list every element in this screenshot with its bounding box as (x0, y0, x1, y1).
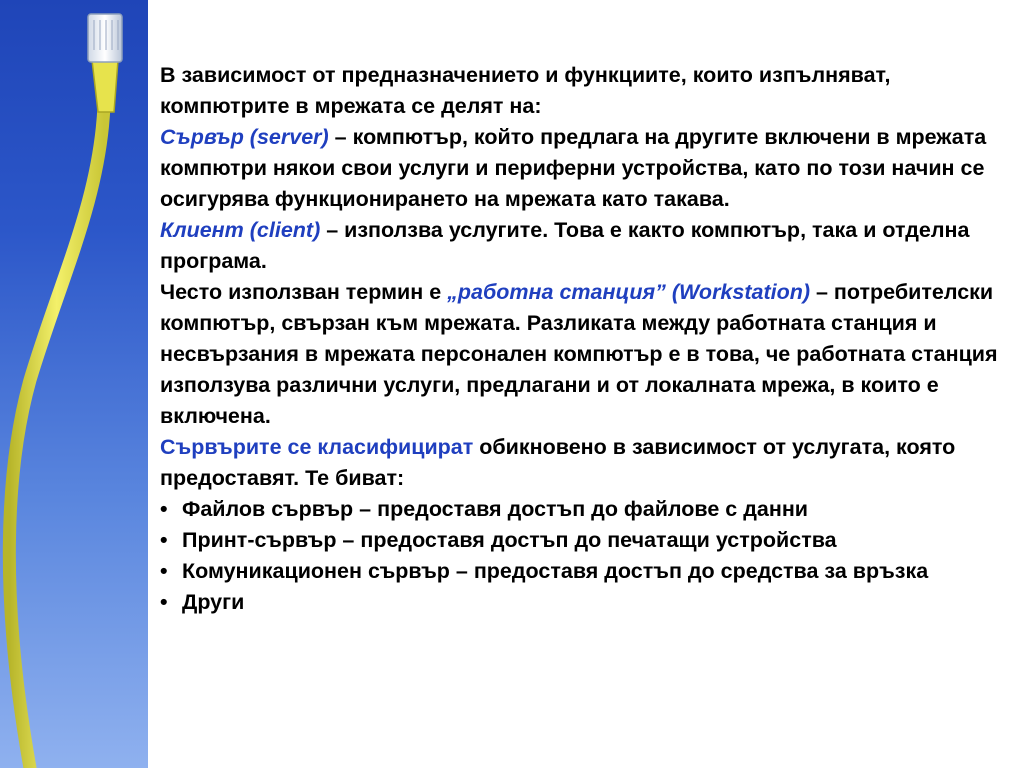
list-item-text: Файлов сървър – предоставя достъп до файлове с данни (182, 497, 809, 521)
sidebar-decoration (0, 0, 148, 768)
client-paragraph (160, 215, 1020, 277)
workstation-paragraph (160, 277, 1020, 432)
list-item-text: Принт-сървър – предоставя достъп до печатащи устройства (182, 528, 837, 552)
list-item (160, 587, 1020, 618)
bullet-icon: • (160, 590, 168, 614)
server-definition: – компютър, който предлага на другите включени в мрежата компютри някои свои услуги и периферни устройства, като по този начин се осигурява функционирането на мрежата като такава. (160, 125, 987, 211)
bullet-icon: • (160, 528, 168, 552)
slide-content (160, 60, 1020, 618)
server-term: Сървър (server) (160, 125, 329, 149)
intro-paragraph (160, 60, 1020, 122)
workstation-definition: – потребителски компютър, свързан към мрежата. Разликата между работната станция и несвързания в мрежата персонален компютър е в това, че работната станция използува различни услуги, предлагани и от локалната мрежа, в които е включена. (160, 280, 998, 428)
classify-term: Сървърите се класифицират (160, 435, 474, 459)
network-cable-icon (0, 0, 148, 768)
server-types-list (160, 494, 1020, 618)
workstation-term: „работна станция” (Workstation) (447, 280, 811, 304)
bullet-icon: • (160, 559, 168, 583)
client-definition: – използва услугите. Това е както компютър, така и отделна програма. (160, 218, 970, 273)
list-item (160, 525, 1020, 556)
list-item-text: Комуникационен сървър – предоставя достъп до средства за връзка (182, 559, 929, 583)
classify-paragraph (160, 432, 1020, 494)
server-paragraph (160, 122, 1020, 215)
list-item-text: Други (182, 590, 245, 614)
workstation-prefix: Често използван термин е (160, 280, 448, 304)
classify-rest: обикновено в зависимост от услугата, която предоставят. Те биват: (160, 435, 956, 490)
client-term: Клиент (client) (160, 218, 321, 242)
list-item (160, 494, 1020, 525)
bullet-icon: • (160, 497, 168, 521)
list-item (160, 556, 1020, 587)
intro-text: В зависимост от предназначението и функциите, които изпълняват, компютрите в мрежата се делят на: (160, 63, 891, 118)
